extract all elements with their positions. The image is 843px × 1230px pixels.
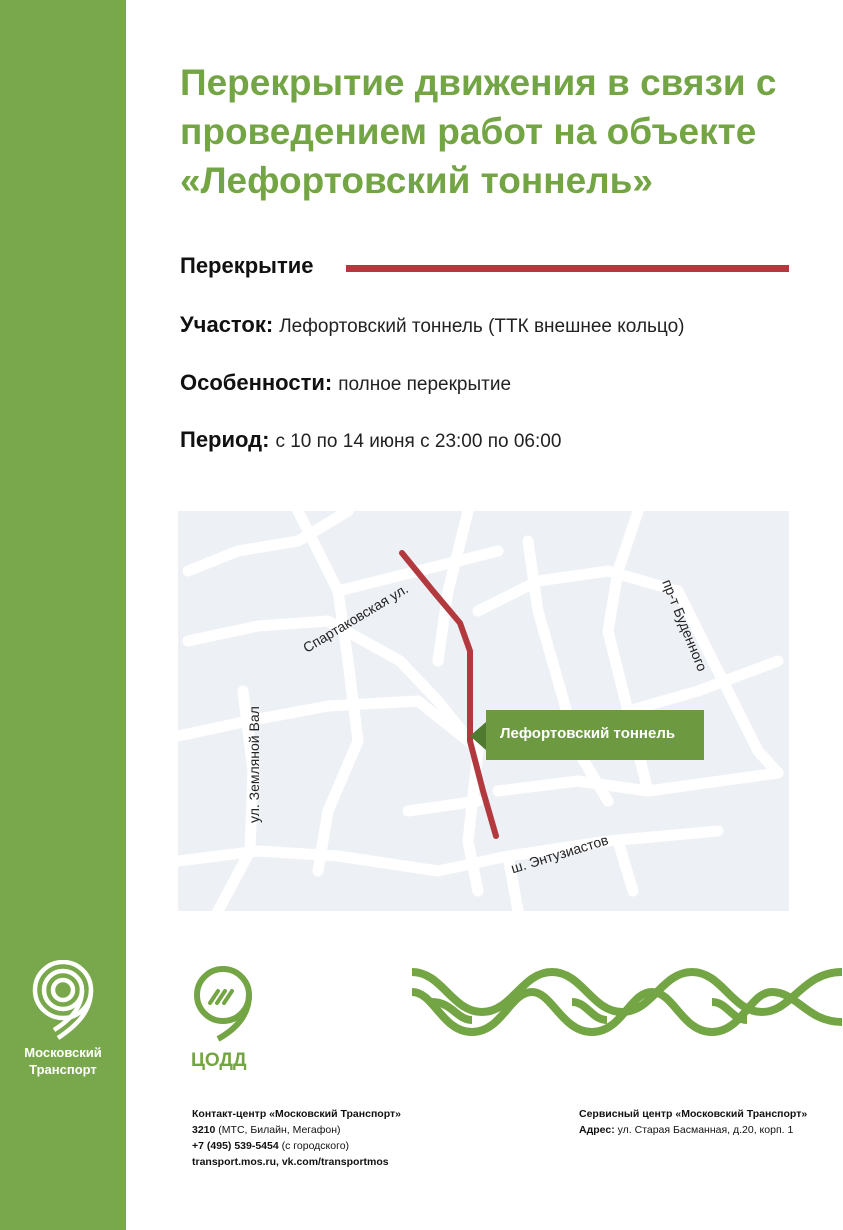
street-label-zemlyanoy-val: ул. Земляной Вал [246, 706, 262, 823]
address-value: ул. Старая Басманная, д.20, корп. 1 [617, 1124, 794, 1136]
closure-label: Перекрытие [180, 253, 314, 278]
codd-logo [190, 965, 260, 1052]
contact-center-heading: Контакт-центр «Московский Транспорт» [192, 1108, 401, 1120]
side-logo-line2: Транспорт [29, 1062, 97, 1077]
period-value: с 10 по 14 июня с 23:00 по 06:00 [275, 431, 562, 452]
map-roads [178, 511, 789, 911]
service-center-heading: Сервисный центр «Московский Транспорт» [579, 1108, 808, 1120]
long-phone-note: (с городского) [281, 1140, 350, 1152]
features-row [180, 369, 511, 399]
period-label: Период: [180, 427, 270, 452]
contacts-left [192, 1106, 401, 1170]
contacts-right [579, 1106, 807, 1138]
section-value: Лефортовский тоннель (ТТК внешнее кольцо) [279, 316, 685, 337]
decorative-wave-ornament [412, 962, 842, 1042]
side-logo-line1: Московский [24, 1045, 102, 1060]
map [178, 511, 789, 911]
codd-logo-icon [190, 965, 260, 1047]
period-row [180, 426, 561, 456]
tunnel-callout-label: Лефортовский тоннель [500, 725, 676, 742]
section-row [180, 311, 685, 341]
page-title: Перекрытие движения в связи с проведением работ на объекте «Лефортовский тоннель» [180, 62, 777, 201]
closure-row [180, 252, 314, 280]
closure-legend-line [346, 265, 789, 272]
features-value: полное перекрытие [338, 374, 512, 395]
street-label-budennogo: пр-т Буденного [659, 577, 711, 674]
address-label: Адрес: [579, 1124, 615, 1136]
codd-label: ЦОДД [191, 1050, 247, 1071]
section-label: Участок: [180, 312, 274, 337]
moscow-transport-logo-icon [28, 960, 98, 1040]
long-phone: +7 (495) 539-5454 [192, 1140, 279, 1152]
moscow-transport-logo [0, 960, 126, 1078]
features-label: Особенности: [180, 370, 333, 395]
street-label-entuziastov: ш. Энтузиастов [509, 831, 611, 877]
web-links[interactable]: transport.mos.ru, vk.com/transportmos [192, 1156, 389, 1168]
street-label-spartakovskaya: Спартаковская ул. [300, 580, 411, 656]
short-phone: 3210 [192, 1124, 216, 1136]
short-phone-note: (МТС, Билайн, Мегафон) [218, 1124, 341, 1136]
